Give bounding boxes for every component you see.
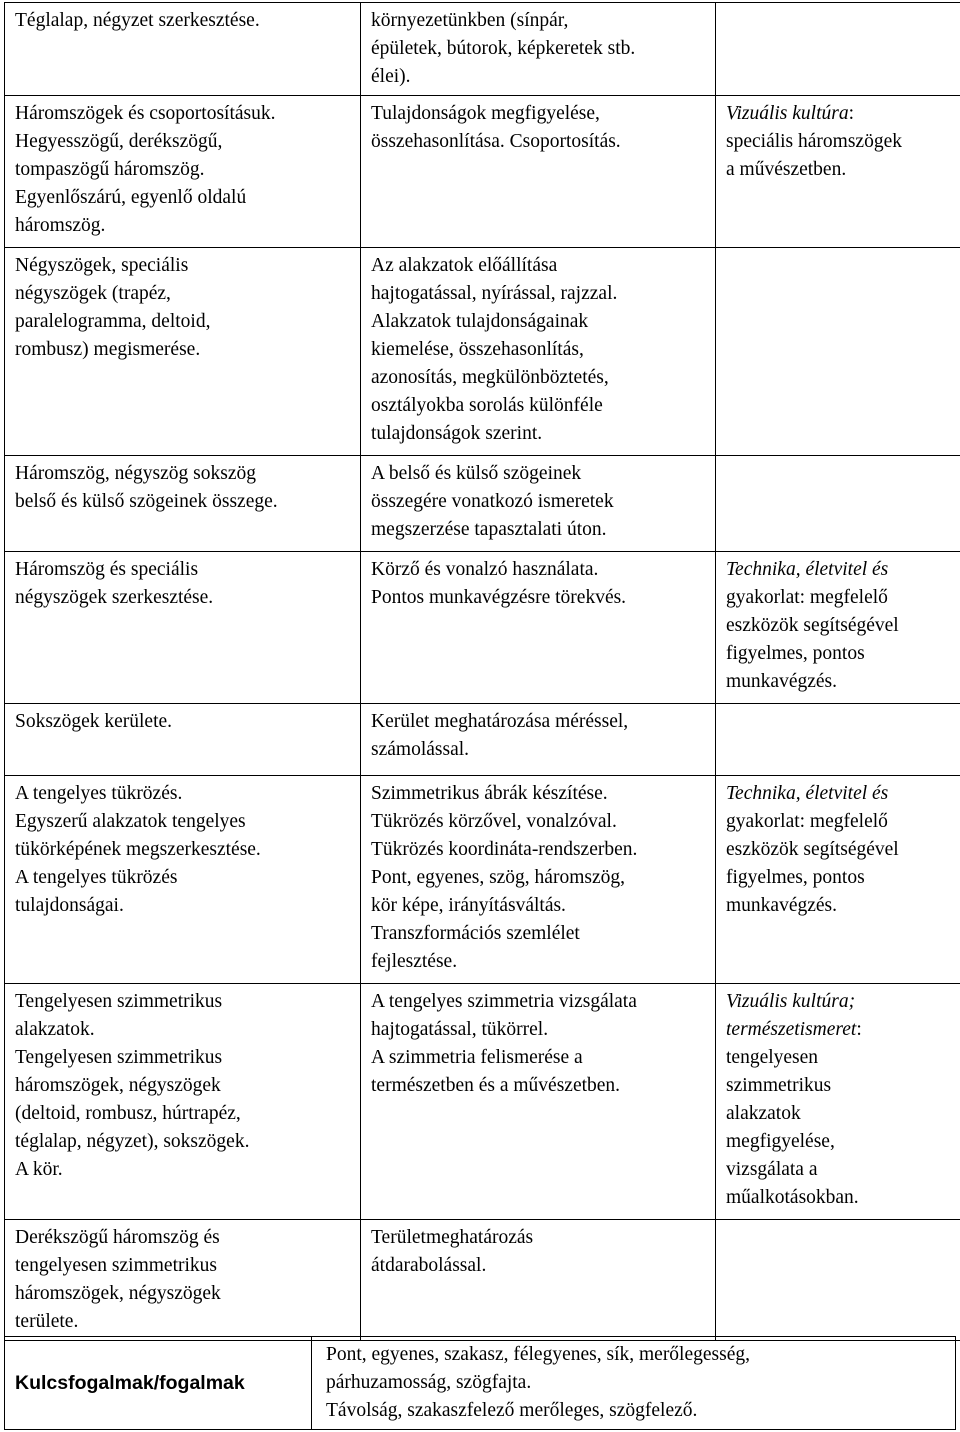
topic-cell (5, 552, 361, 704)
activity-line: Pont, egyenes, szög, háromszög, (371, 867, 625, 888)
link-cell (716, 704, 960, 776)
activity-line: hajtogatással, tükörrel. (371, 1019, 549, 1040)
link-line: a művészetben. (726, 159, 847, 180)
topic-line: paralelogramma, deltoid, (15, 311, 211, 332)
topic-line: háromszögek, négyszögek (15, 1075, 221, 1096)
activity-line: kiemelése, összehasonlítás, (371, 339, 584, 360)
link-line: alakzatok (726, 1103, 801, 1124)
activity-line: Körző és vonalzó használata. (371, 559, 599, 580)
key-concepts-cell (312, 1337, 956, 1430)
topic-cell (5, 248, 361, 456)
activity-line: természetben és a művészetben. (371, 1075, 621, 1096)
activity-cell (361, 984, 716, 1220)
link-subject: Technika, életvitel és (726, 783, 889, 804)
topic-line: tengelyesen szimmetrikus (15, 1255, 217, 1276)
activity-line: Transzformációs szemlélet (371, 923, 580, 944)
activity-cell (361, 704, 716, 776)
link-subject: Vizuális kultúra (726, 103, 849, 124)
activity-line: Tulajdonságok megfigyelése, (371, 103, 600, 124)
activity-line: Területmeghatározás (371, 1227, 534, 1248)
activity-line: Pontos munkavégzésre törekvés. (371, 587, 627, 608)
table-row (5, 776, 960, 984)
key-concepts-line: Távolság, szakaszfelező merőleges, szögfelező. (326, 1400, 698, 1421)
activity-line: Alakzatok tulajdonságainak (371, 311, 589, 332)
link-cell (716, 1220, 960, 1341)
curriculum-table (4, 2, 960, 1341)
key-concepts-row (5, 1337, 956, 1430)
topic-line: Háromszögek és csoportosításuk. (15, 103, 276, 124)
link-subject: Technika, életvitel és (726, 559, 889, 580)
topic-cell (5, 1220, 361, 1341)
topic-line: téglalap, négyzet), sokszögek. (15, 1131, 250, 1152)
topic-line: tompaszögű háromszög. (15, 159, 205, 180)
key-concepts-label: Kulcsfogalmak/fogalmak (15, 1371, 245, 1394)
activity-line: Kerület meghatározása méréssel, (371, 711, 629, 732)
activity-line: hajtogatással, nyírással, rajzzal. (371, 283, 618, 304)
activity-cell (361, 3, 716, 96)
activity-line: Tükrözés koordináta-rendszerben. (371, 839, 638, 860)
topic-line: alakzatok. (15, 1019, 95, 1040)
table-row (5, 704, 960, 776)
topic-line: Háromszög és speciális (15, 559, 199, 580)
link-line: műalkotásokban. (726, 1187, 859, 1208)
activity-line: A tengelyes szimmetria vizsgálata (371, 991, 637, 1012)
activity-line: kör képe, irányításváltás. (371, 895, 566, 916)
activity-line: osztályokba sorolás különféle (371, 395, 603, 416)
link-line: munkavégzés. (726, 895, 838, 916)
topic-line: belső és külső szögeinek összege. (15, 491, 278, 512)
activity-line: környezetünkben (sínpár, (371, 10, 569, 31)
link-cell (716, 456, 960, 552)
topic-line: Tengelyesen szimmetrikus (15, 1047, 223, 1068)
topic-cell (5, 456, 361, 552)
table-row (5, 456, 960, 552)
topic-line: négyszögek (trapéz, (15, 283, 171, 304)
activity-cell (361, 552, 716, 704)
link-line: munkavégzés. (726, 671, 838, 692)
link-line: tengelyesen (726, 1047, 819, 1068)
link-cell (716, 96, 960, 248)
activity-cell (361, 776, 716, 984)
topic-cell (5, 96, 361, 248)
topic-line: Derékszögű háromszög és (15, 1227, 220, 1248)
activity-line: Az alakzatok előállítása (371, 255, 558, 276)
activity-line: számolással. (371, 739, 470, 760)
link-cell (716, 248, 960, 456)
key-concepts-label-cell (5, 1337, 312, 1430)
activity-line: Tükrözés körzővel, vonalzóval. (371, 811, 617, 832)
key-concepts-line: Pont, egyenes, szakasz, félegyenes, sík, merőlegesség, (326, 1344, 750, 1365)
topic-line: A tengelyes tükrözés. (15, 783, 183, 804)
activity-line: épületek, bútorok, képkeretek stb. (371, 38, 636, 59)
topic-line: háromszögek, négyszögek (15, 1283, 221, 1304)
link-line: speciális háromszögek (726, 131, 902, 152)
link-line: eszközök segítségével (726, 839, 899, 860)
link-line: gyakorlat: megfelelő (726, 587, 888, 608)
topic-line: háromszög. (15, 215, 106, 236)
table-row (5, 552, 960, 704)
activity-cell (361, 248, 716, 456)
topic-line: A tengelyes tükrözés (15, 867, 178, 888)
topic-line: Egyszerű alakzatok tengelyes (15, 811, 246, 832)
key-concepts-line: párhuzamosság, szögfajta. (326, 1372, 532, 1393)
link-colon: : (856, 1019, 862, 1040)
link-line: gyakorlat: megfelelő (726, 811, 888, 832)
activity-line: azonosítás, megkülönböztetés, (371, 367, 609, 388)
table-row (5, 1220, 960, 1341)
link-cell (716, 776, 960, 984)
link-line: figyelmes, pontos (726, 867, 865, 888)
activity-line: tulajdonságok szerint. (371, 423, 543, 444)
activity-line: Szimmetrikus ábrák készítése. (371, 783, 608, 804)
link-colon: : (848, 103, 855, 124)
topic-cell (5, 704, 361, 776)
link-line: szimmetrikus (726, 1075, 832, 1096)
activity-line: összegére vonatkozó ismeretek (371, 491, 614, 512)
table-row (5, 248, 960, 456)
activity-line: élei). (371, 66, 411, 87)
topic-line: (deltoid, rombusz, húrtrapéz, (15, 1103, 241, 1124)
topic-line: Tengelyesen szimmetrikus (15, 991, 223, 1012)
activity-cell (361, 456, 716, 552)
activity-line: A belső és külső szögeinek (371, 463, 582, 484)
activity-line: fejlesztése. (371, 951, 458, 972)
link-line: megfigyelése, (726, 1131, 835, 1152)
topic-line: tulajdonságai. (15, 895, 124, 916)
topic-cell (5, 984, 361, 1220)
topic-line: Téglalap, négyzet szerkesztése. (15, 10, 260, 31)
activity-cell (361, 96, 716, 248)
topic-line: Négyszögek, speciális (15, 255, 189, 276)
link-line: vizsgálata a (726, 1159, 818, 1180)
activity-cell (361, 1220, 716, 1341)
link-cell (716, 552, 960, 704)
topic-cell (5, 776, 361, 984)
topic-line: négyszögek szerkesztése. (15, 587, 214, 608)
link-line: eszközök segítségével (726, 615, 899, 636)
topic-line: Egyenlőszárú, egyenlő oldalú (15, 187, 247, 208)
topic-line: A kör. (15, 1159, 63, 1180)
topic-line: területe. (15, 1311, 79, 1332)
topic-line: rombusz) megismerése. (15, 339, 201, 360)
activity-line: átdarabolással. (371, 1255, 487, 1276)
key-concepts-table (4, 1336, 956, 1430)
topic-line: Háromszög, négyszög sokszög (15, 463, 256, 484)
topic-line: Hegyesszögű, derékszögű, (15, 131, 223, 152)
table-row (5, 3, 960, 96)
table-row (5, 984, 960, 1220)
topic-cell (5, 3, 361, 96)
link-cell (716, 984, 960, 1220)
link-subject: természetismeret (726, 1019, 857, 1040)
link-line: figyelmes, pontos (726, 643, 865, 664)
activity-line: összehasonlítása. Csoportosítás. (371, 131, 621, 152)
table-row (5, 96, 960, 248)
link-subject: Vizuális kultúra; (726, 991, 856, 1012)
topic-line: tükörképének megszerkesztése. (15, 839, 261, 860)
activity-line: megszerzése tapasztalati úton. (371, 519, 607, 540)
topic-line: Sokszögek kerülete. (15, 711, 173, 732)
link-cell (716, 3, 960, 96)
activity-line: A szimmetria felismerése a (371, 1047, 583, 1068)
